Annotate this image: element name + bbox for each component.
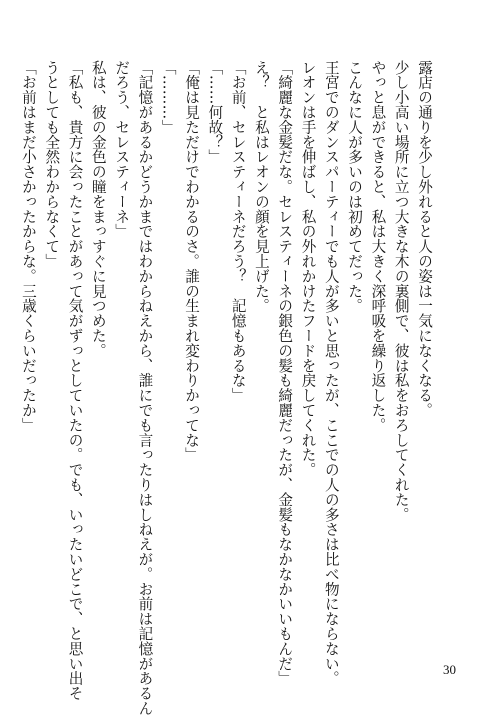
vertical-text-body bbox=[19, 60, 436, 716]
text-line: 露店の通りを少し外れると人の姿は一気になくなる。 bbox=[416, 60, 433, 418]
text-line: こんなに人が多いのは初めてだった。 bbox=[346, 60, 364, 314]
page-number: 30 bbox=[443, 662, 456, 677]
text-line: 「お前はまだ小さかったからな。三歳くらいだったか」 bbox=[19, 60, 37, 433]
text-line: レオンは手を伸ばし、私の外れかけたフードを戻してくれた。 bbox=[299, 60, 317, 478]
text-line: 「俺は見ただけでわかるのさ。誰の生まれ変わりかってな」 bbox=[183, 60, 201, 463]
text-line: 「記憶があるかどうかまではわからねえから、誰にでも言ったりはしねえが。お前は記憶があるん bbox=[136, 60, 154, 716]
text-line: やっと息ができると、私は大きく深呼吸を繰り返した。 bbox=[369, 60, 387, 433]
text-line: 王宮でのダンスパーティーでも人が多いと思ったが、ここでの人の多さは比べ物にならない。 bbox=[322, 60, 340, 686]
text-line: だろう、セレスティーネ」 bbox=[113, 60, 131, 239]
text-line: 「私も、貴方に会ったことがあって気がずっとしていたの。でも、いったいどこで、と思い出そ bbox=[66, 60, 84, 701]
text-line: 私は、彼の金色の瞳をまっすぐに見つめた。 bbox=[89, 60, 107, 358]
text-line: 「綺麗な金髪だな。セレスティーネの銀色の髪も綺麗だったが、金髪もなかなかいいもんだ」 bbox=[276, 60, 294, 686]
text-line: え？ と私はレオンの顔を見上げた。 bbox=[252, 60, 270, 314]
text-line: うとしても全然わからなくて」 bbox=[43, 60, 61, 269]
text-line: 「お前、セレスティーネだろう？ 記憶もあるな」 bbox=[229, 60, 247, 403]
text-line: 少し小高い場所に立つ大きな木の裏側で、彼は私をおろしてくれた。 bbox=[392, 60, 410, 522]
text-line: 「………」 bbox=[159, 60, 177, 135]
text-line: 「……何故？」 bbox=[206, 60, 224, 165]
